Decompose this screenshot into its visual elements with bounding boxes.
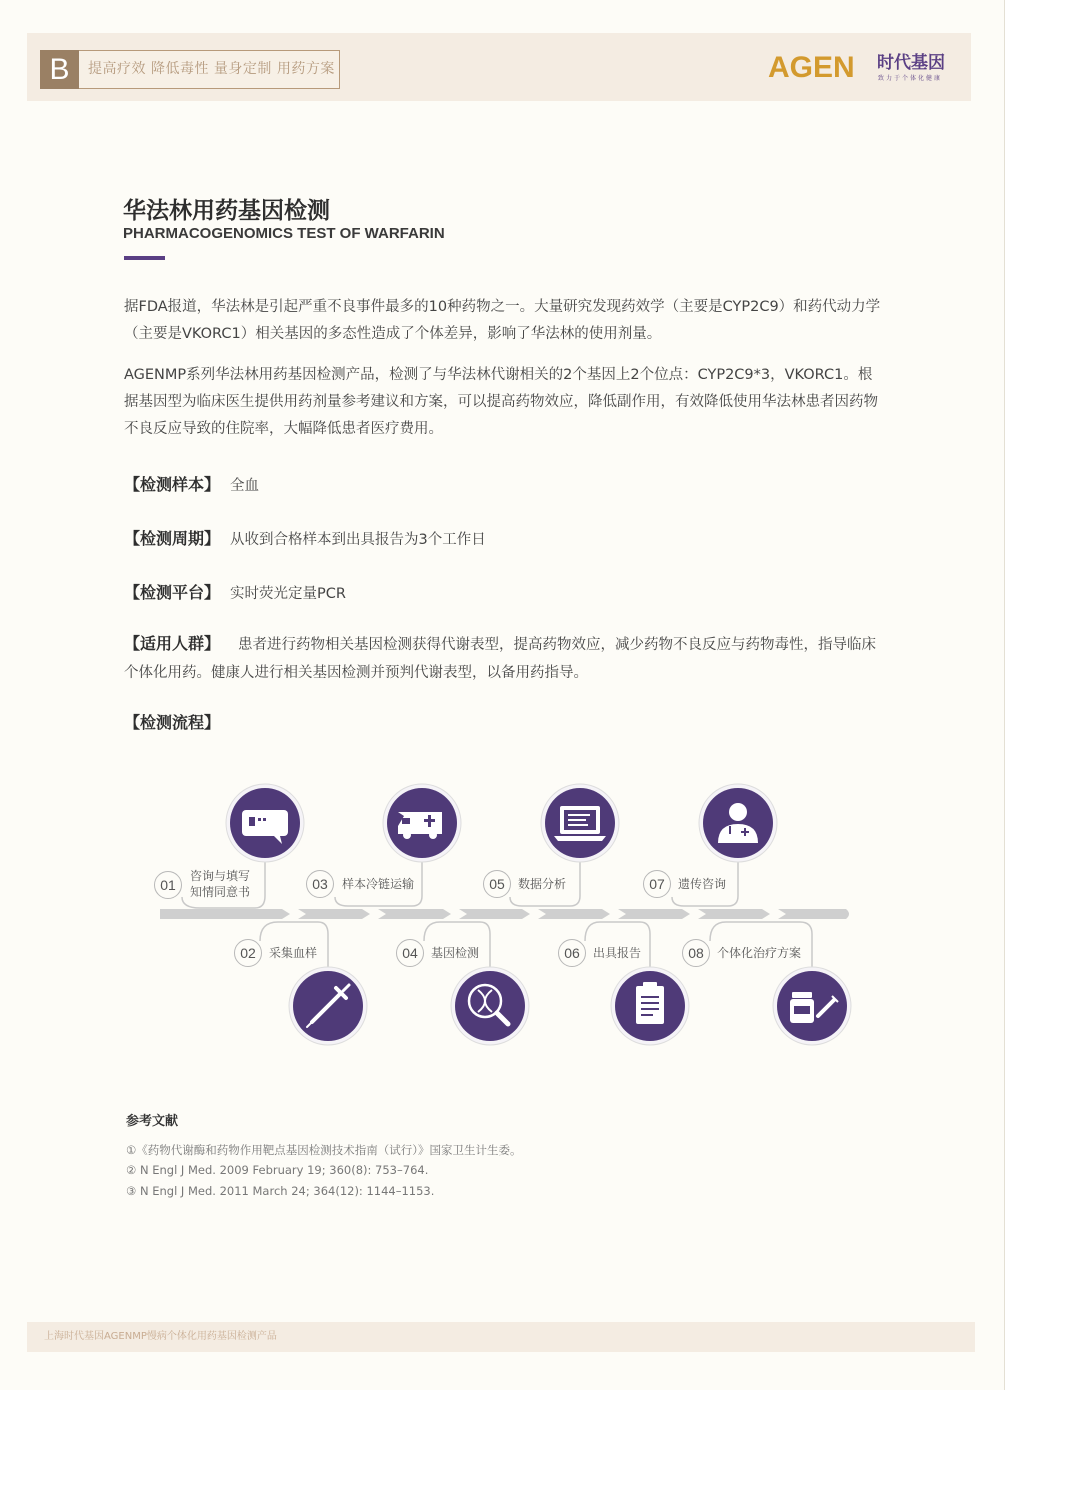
step-01-number: 01 bbox=[154, 871, 182, 899]
reference-item: ② N Engl J Med. 2009 February 19; 360(8): 753–764. bbox=[126, 1163, 429, 1177]
step-04-number: 04 bbox=[396, 939, 424, 967]
step-07-label: 遗传咨询 bbox=[678, 877, 727, 891]
brand-logo-latin: AGEN bbox=[768, 51, 855, 84]
step-07-number: 07 bbox=[643, 870, 671, 898]
clipboard-icon bbox=[636, 982, 664, 1024]
platform-label: 【检测平台】 bbox=[124, 583, 221, 602]
step-06-number: 06 bbox=[558, 939, 586, 967]
step-03-label: 样本冷链运输 bbox=[342, 877, 415, 891]
intro-paragraph: 据FDA报道，华法林是引起严重不良事件最多的10种药物之一。大量研究发现药效学（主要是CYP2C9）和药代动力学（主要是VKORC1）相关基因的多态性造成了个体差异，影响了华法林的使用剂量。 bbox=[124, 299, 881, 342]
audience-label: 【适用人群】 bbox=[124, 634, 221, 653]
step-02-label: 采集血样 bbox=[269, 946, 318, 960]
timeline-track bbox=[160, 909, 849, 919]
reference-item: ①《药物代谢酶和药物作用靶点基因检测技术指南（试行）》国家卫生计生委。 bbox=[126, 1143, 522, 1157]
references-title: 参考文献 bbox=[126, 1114, 179, 1129]
product-paragraph: AGENMP系列华法林用药基因检测产品，检测了与华法林代谢相关的2个基因上2个位点：CYP2C9*3，VKORC1。根据基因型为临床医生提供用药剂量参考建议和方案，可以提高药物效应，降低副作用，有效降低使用华法林患者因药物不良反应导致的住院率，大幅降低患者医疗费用。 bbox=[124, 367, 878, 437]
page-title: 华法林用药基因检测 bbox=[123, 198, 330, 224]
period-value: 从收到合格样本到出具报告为3个工作日 bbox=[230, 532, 486, 548]
page-subtitle: PHARMACOGENOMICS TEST OF WARFARIN bbox=[123, 225, 445, 242]
footer-text: 上海时代基因AGENMP慢病个体化用药基因检测产品 bbox=[44, 1331, 277, 1342]
step-04-label: 基因检测 bbox=[431, 946, 480, 960]
brand-logo-slogan: 致力于个体化健康 bbox=[878, 75, 943, 82]
platform-value: 实时荧光定量PCR bbox=[230, 586, 346, 602]
step-01-label: 咨询与填写 知情同意书 bbox=[190, 869, 251, 899]
step-08-number: 08 bbox=[682, 939, 710, 967]
step-05-number: 05 bbox=[483, 870, 511, 898]
brand-logo-chinese: 时代基因 bbox=[877, 53, 945, 73]
process-label: 【检测流程】 bbox=[124, 713, 221, 732]
reference-item: ③ N Engl J Med. 2011 March 24; 364(12): 1144–1153. bbox=[126, 1184, 435, 1198]
step-08-label: 个体化治疗方案 bbox=[717, 946, 802, 960]
step-06-label: 出具报告 bbox=[593, 946, 642, 960]
header-tagline: 提高疗效 降低毒性 量身定制 用药方案 bbox=[88, 61, 335, 77]
section-letter: B bbox=[40, 50, 79, 89]
step-03-number: 03 bbox=[306, 870, 334, 898]
sample-value: 全血 bbox=[230, 478, 260, 494]
step-05-label: 数据分析 bbox=[518, 877, 567, 891]
step-02-number: 02 bbox=[234, 939, 262, 967]
period-label: 【检测周期】 bbox=[124, 529, 221, 548]
audience-value: 患者进行药物相关基因检测获得代谢表型，提高药物效应，减少药物不良反应与药物毒性，指导临床个体化用药。健康人进行相关基因检测并预判代谢表型，以备用药指导。 bbox=[124, 637, 877, 681]
sample-label: 【检测样本】 bbox=[124, 475, 221, 494]
